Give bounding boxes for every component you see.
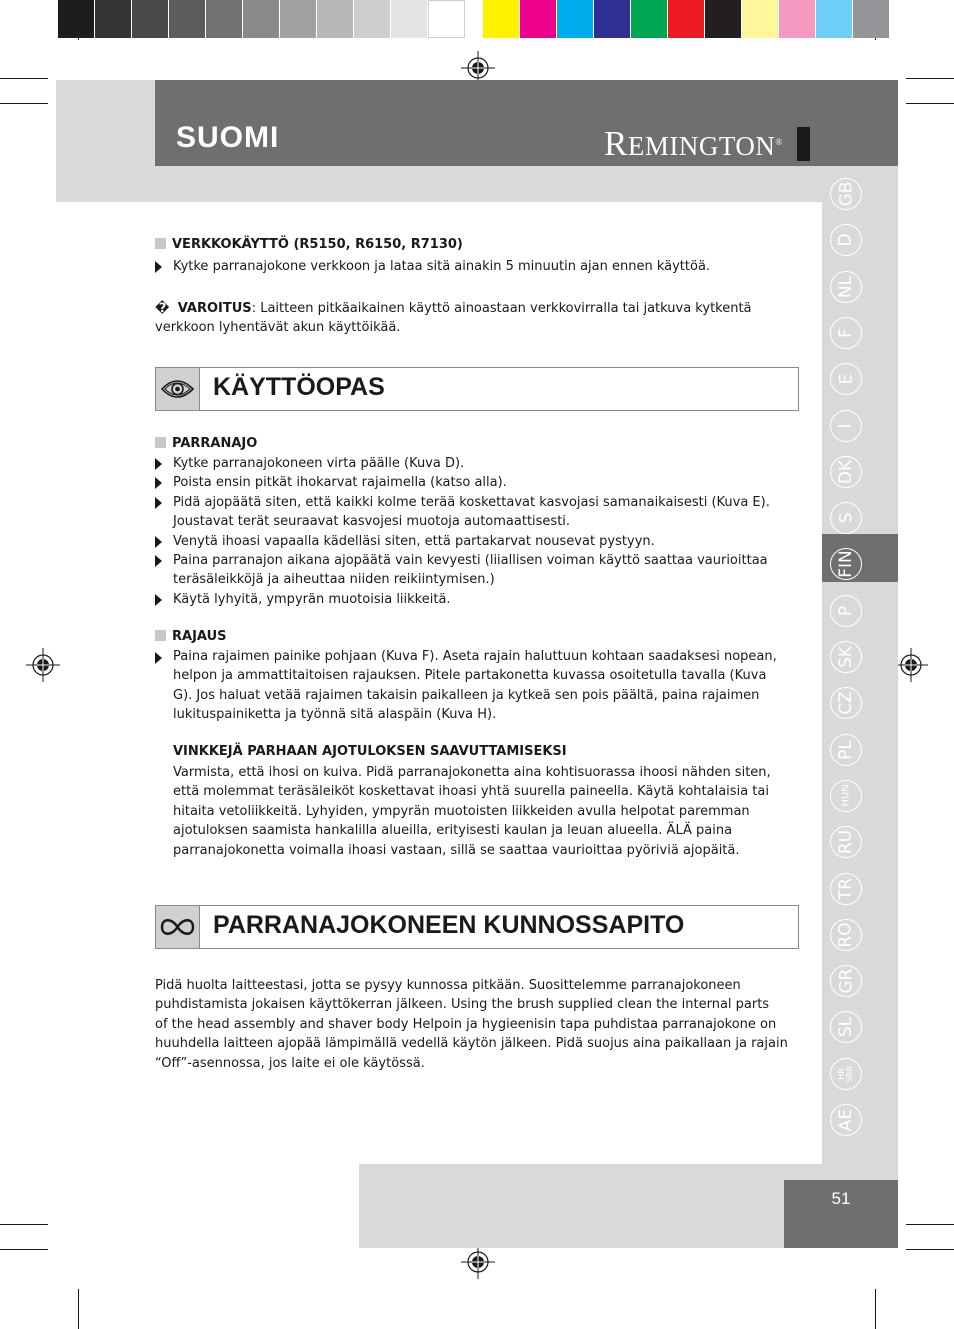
text-line: huuhdella laitteen ajopää lämpimällä vedellä käytön jälkeen. Pidä suojus aina paikallaan ja rajain [155, 1036, 788, 1052]
language-tab-label: HUN [840, 784, 852, 808]
language-tab-label: FIN [835, 550, 856, 579]
gray-swatch [391, 0, 428, 38]
text-line: parranajokonetta voimalla ihoasi vastaan, sillä se saattaa vaurioittaa pyöriviä ajopäitä. [173, 842, 740, 858]
language-tab-dk[interactable] [830, 456, 862, 488]
section-title: PARRANAJOKONEEN KUNNOSSAPITO [213, 911, 685, 939]
arrow-bullet-icon [155, 594, 162, 606]
arrow-bullet-icon [155, 555, 162, 567]
language-tab-f[interactable] [830, 317, 862, 349]
language-tab-label: P [835, 605, 856, 616]
language-tab-label: RU [835, 830, 856, 855]
mains-bullet: Kytke parranajokone verkkoon ja lataa sitä ainakin 5 minuutin ajan ennen käyttöä. [173, 259, 711, 274]
text-line: ajotuloksen saamista hankalilla alueilla, erityisesti kaulan ja leuan alueella. ÄLÄ paina [173, 823, 733, 839]
warning-icon: � [155, 301, 170, 316]
arrow-bullet-icon [155, 458, 162, 470]
language-tab-p[interactable] [830, 595, 862, 627]
color-swatch [742, 0, 779, 38]
gray-swatch [280, 0, 317, 38]
color-swatch [520, 0, 557, 38]
text-line: Varmista, että ihosi on kuiva. Pidä parranajokonetta aina kohtisuorassa ihoosi nähden siten, [173, 765, 771, 780]
color-swatch [853, 0, 890, 38]
page-number: 51 [831, 1189, 851, 1208]
color-calibration-bar [483, 0, 890, 38]
arrow-bullet-icon [155, 652, 162, 664]
text-line: että molemmat teräsäleiköt koskettavat ihoasi yhtä suurella paineella. Käytä kohtalaisia tai [173, 784, 769, 800]
text-line: G). Jos haluat vetää rajaimen takaisin paikalleen ja kytkeä sen pois päältä, paina rajaimen [173, 687, 760, 703]
language-tab-ru[interactable] [830, 826, 862, 858]
section-title: KÄYTTÖOPAS [213, 373, 385, 401]
language-tab-label: SK [835, 646, 856, 668]
text-line: Joustavat terät seuraavat kasvojesi muotoja automaattisesti. [173, 514, 571, 530]
language-tab-e[interactable] [830, 363, 862, 395]
language-tab-label: GR [836, 968, 856, 994]
color-swatch [631, 0, 668, 38]
mains-heading: VERKKOKÄYTTÖ (R5150, R6150, R7130) [155, 237, 463, 252]
language-tab-label: AE [836, 1108, 856, 1132]
text-line: Poista ensin pitkät ihokarvat rajaimella (katso alla). [173, 475, 507, 491]
arrow-bullet-icon [155, 261, 162, 273]
language-tab-label: GB [836, 181, 856, 207]
gray-calibration-bar [58, 0, 465, 38]
language-tab-gr[interactable] [830, 965, 862, 997]
registration-mark-icon [26, 648, 60, 682]
color-swatch [816, 0, 853, 38]
shaving-heading: PARRANAJO [155, 436, 257, 451]
gray-swatch [243, 0, 280, 38]
gray-swatch [317, 0, 354, 38]
language-tab-pl[interactable] [830, 734, 862, 766]
language-tab-ae[interactable] [830, 1104, 862, 1136]
language-tab-sk[interactable] [830, 641, 862, 673]
text-line: “Off”-asennossa, jos laite ei ole käytössä. [155, 1055, 425, 1071]
color-swatch [779, 0, 816, 38]
section-header-kunnossapito [155, 905, 799, 949]
text-line: Venytä ihoasi vapaalla kädelläsi siten, että partakarvat nousevat pystyyn. [173, 533, 655, 549]
text-line: helpon ja ammattitaitoisen rajauksen. Pitele partakonetta kuvassa osoitetulla tavalla (Kuva [173, 668, 767, 684]
eye-icon [156, 368, 200, 410]
gray-swatch [132, 0, 169, 38]
gray-swatch [169, 0, 206, 38]
text-line: teräsäleikköjä ja aiheuttaa niiden reikiintymisen.) [173, 572, 495, 588]
infinity-icon [156, 906, 200, 948]
warning-text: � VAROITUS: Laitteen pitkäaikainen käyttö ainoastaan verkkovirralla tai jatkuva kytkentä verkkoon lyhentävät akun käyttöikää. [155, 301, 752, 336]
text-line: hitaita vetoliikkeitä. Lyhyiden, ympyrän muotoisten liikkeiden avulla helpotat paremman [173, 803, 750, 819]
color-swatch [705, 0, 742, 38]
language-tab-label: RO [835, 922, 856, 948]
language-tab-s[interactable] [830, 502, 862, 534]
language-tab-hun[interactable] [830, 780, 862, 812]
language-tab-label: E [836, 373, 856, 385]
section-header-kayttoopas [155, 367, 799, 411]
text-line: of the head assembly and shaver body Helpoin ja hygieenisin tapa puhdistaa parranajokone on [155, 1016, 777, 1032]
text-line: lukituspainiketta ja työnnä sitä alaspäin (Kuva H). [173, 707, 497, 723]
warning-label: VAROITUS [177, 301, 252, 316]
language-tab-hr-srb[interactable] [830, 1058, 862, 1090]
language-tab-label: F [836, 328, 856, 338]
tips-heading: VINKKEJÄ PARHAAN AJOTULOKSEN SAAVUTTAMISEKSI [173, 744, 567, 759]
language-tab-label: HR SRB [837, 1065, 854, 1082]
brand-logo-bar [797, 127, 810, 161]
arrow-bullet-icon [155, 477, 162, 489]
trimming-heading: RAJAUS [155, 629, 227, 644]
language-tab-label: I [835, 422, 856, 429]
registration-mark-icon [894, 648, 928, 682]
text-line: puhdistamista jokaisen käyttökerran jälkeen. Using the brush supplied clean the internal parts [155, 997, 770, 1013]
gray-swatch [428, 0, 465, 38]
language-tab-label: CZ [836, 691, 856, 716]
language-tab-tr[interactable] [830, 873, 862, 905]
gray-swatch [354, 0, 391, 38]
color-swatch [668, 0, 705, 38]
square-bullet-icon [155, 238, 166, 249]
language-tab-label: DK [836, 459, 856, 484]
language-tab-nl[interactable] [830, 271, 862, 303]
language-tab-label: NL [835, 275, 856, 298]
page-title: SUOMI [176, 121, 280, 154]
language-tab-ro[interactable] [830, 919, 862, 951]
text-line: Kytke parranajokoneen virta päälle (Kuva D). [173, 456, 465, 471]
language-tab-label: TR [835, 877, 856, 900]
text-line: Käytä lyhyitä, ympyrän muotoisia liikkeitä. [173, 591, 451, 607]
gray-swatch [58, 0, 95, 38]
language-tab-label: PL [835, 739, 856, 760]
square-bullet-icon [155, 630, 166, 641]
gray-swatch [95, 0, 132, 38]
language-tab-label: SL [835, 1017, 856, 1038]
text-line: Pidä ajopäätä siten, että kaikki kolme terää koskettavat kasvojasi samanaikaisesti (Kuva E). [173, 494, 770, 510]
brand-logo: REMINGTON® [604, 124, 783, 163]
language-tab-label: D [836, 233, 856, 247]
text-line: Paina rajaimen painike pohjaan (Kuva F). Aseta rajain haluttuun kohtaan saadaksesi nopean, [173, 649, 777, 664]
text-line: Paina parranajon aikana ajopäätä vain kevyesti (liiallisen voiman käyttö saattaa vaurioittaa [173, 553, 768, 568]
language-tab-label: S [835, 512, 856, 524]
color-swatch [483, 0, 520, 38]
arrow-bullet-icon [155, 536, 162, 548]
gray-swatch [206, 0, 243, 38]
arrow-bullet-icon [155, 497, 162, 509]
text-line: Pidä huolta laitteestasi, jotta se pysyy kunnossa pitkään. Suosittelemme parranajokoneen [155, 978, 741, 993]
square-bullet-icon [155, 437, 166, 448]
registration-mark-icon [461, 1245, 495, 1279]
language-tab-i[interactable] [830, 410, 862, 442]
color-swatch [557, 0, 594, 38]
color-swatch [594, 0, 631, 38]
language-tab-gb[interactable] [830, 178, 862, 210]
